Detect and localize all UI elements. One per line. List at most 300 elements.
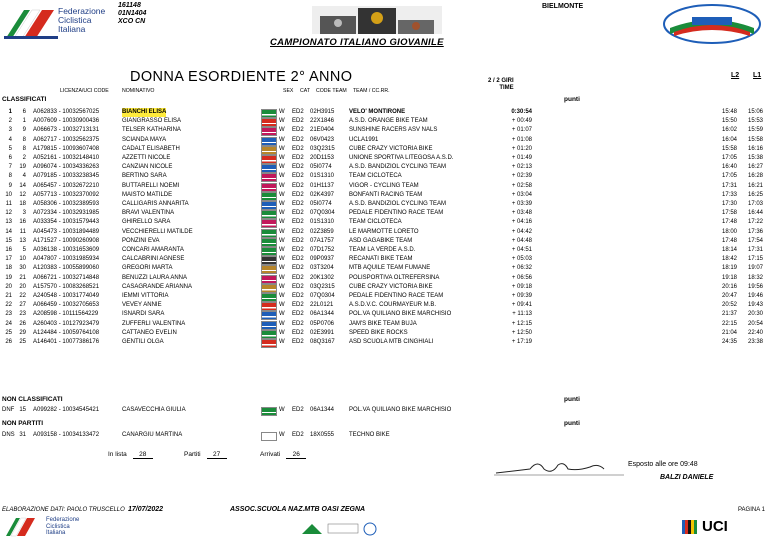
bib-number: 26 — [19, 320, 26, 327]
license-code: A007609 - 10030900436 — [33, 118, 100, 125]
footer-processing: ELABORAZIONE DATI: PAOLO TRUSCELLO — [2, 507, 125, 513]
license-code: A093158 - 10034133472 — [33, 432, 100, 438]
rider-name: CANZIAN NICOLE — [122, 164, 173, 171]
team-code: 01S1310 — [310, 219, 335, 226]
license-code: A179815 - 10093607408 — [33, 145, 100, 152]
section-not-classified: NON CLASSIFICATI — [2, 396, 63, 403]
sex: W — [279, 320, 285, 327]
team-code: 02K4397 — [310, 191, 335, 198]
lap-l1-time: 16:21 — [748, 182, 764, 189]
footer-fci-logo — [4, 516, 44, 543]
punti-label-classified: punti — [564, 96, 580, 103]
race-title: DONNA ESORDIENTE 2° ANNO — [130, 69, 353, 85]
rider-name: CALLIGARIS ANNARITA — [122, 201, 189, 207]
fci-name-line3: Italiana — [58, 24, 86, 34]
rank: 9 — [8, 182, 12, 189]
rider-name: CANARGIU MARTINA — [122, 432, 183, 438]
license-code: A120383 - 10055899060 — [33, 265, 100, 272]
result-row — [0, 154, 768, 163]
team-name: UNIONE SPORTIVA LITEGOSA A.S.D. — [349, 155, 454, 161]
rank: DNF — [2, 407, 15, 413]
footer-organizer: ASSOC.SCUOLA NAZ.MTB OASI ZEGNA — [230, 506, 366, 513]
lap-l1-time: 15:59 — [748, 127, 764, 134]
time-header: TIME — [499, 85, 514, 91]
result-row — [0, 431, 768, 440]
region-flag-icon — [261, 432, 277, 441]
lap-l2-time: 15:48 — [722, 109, 738, 115]
rank: 23 — [5, 311, 12, 318]
lap-l2-time: 21:04 — [722, 329, 738, 336]
team-name: TEAM CICLOTECA — [349, 173, 402, 180]
result-row — [0, 264, 768, 273]
category: ED2 — [292, 136, 304, 143]
count-arrived-value: 26 — [286, 451, 306, 459]
bib-number: 6 — [22, 109, 26, 115]
rank: 14 — [5, 228, 12, 235]
bib-number: 2 — [22, 155, 26, 161]
time: 0:30:54 — [511, 109, 532, 115]
license-code: A072334 - 10032931985 — [33, 210, 100, 217]
bib-number: 9 — [22, 127, 26, 134]
rank: 13 — [5, 219, 12, 226]
punti-label-dns: punti — [564, 420, 580, 427]
time: + 04:48 — [511, 237, 532, 244]
team-code: 07D1752 — [310, 247, 335, 253]
team-code: 02H3915 — [310, 109, 335, 115]
fci-name-line1: Federazione — [58, 6, 106, 16]
team-code: 03T3204 — [310, 265, 334, 272]
result-row — [0, 338, 768, 347]
bib-number: 4 — [22, 173, 26, 180]
bib-number: 25 — [19, 339, 26, 345]
team-code: 06A1344 — [310, 407, 335, 413]
rider-name: BENUZZI LAURA ANNA — [122, 274, 188, 281]
rank: 3 — [8, 127, 12, 134]
team-name: POL.VA QUILIANO BIKE MARCHISIO — [349, 311, 452, 318]
bib-number: 30 — [19, 265, 26, 272]
lap-l1-time: 17:36 — [748, 228, 764, 235]
rank: 18 — [5, 265, 12, 272]
team-name: VIGOR - CYCLING TEAM — [349, 182, 419, 189]
race-code: 01N1404 — [118, 10, 147, 17]
time: + 09:39 — [511, 293, 532, 299]
result-row — [0, 136, 768, 145]
rider-name: GHIRELLO SARA — [122, 219, 171, 226]
lap-l1-time: 15:58 — [748, 136, 764, 143]
license-code: A047807 - 10031985934 — [33, 256, 100, 263]
category: ED2 — [292, 210, 304, 217]
bib-number: 16 — [19, 219, 26, 226]
posted-label: Esposto alle ore — [628, 461, 679, 468]
team-name: UCLA1991 — [349, 136, 379, 143]
oasi-zegna-logo — [300, 520, 380, 541]
team-name: CUBE CRAZY VICTORIA BIKE — [349, 283, 433, 290]
category: ED2 — [292, 339, 304, 345]
team-name: PEDALE FIDENTINO RACE TEAM — [349, 210, 444, 217]
sex: W — [279, 219, 285, 226]
team-name: SPEED BIKE ROCKS — [349, 329, 408, 336]
race-id: 161148 — [118, 2, 141, 9]
lap-l2-time: 17:48 — [722, 219, 738, 226]
team-code: 07A1757 — [310, 237, 335, 244]
lap-l2-time: 17:58 — [722, 210, 738, 217]
license-code: A208598 - 10111564229 — [33, 311, 99, 318]
team-name: SUNSHINE RACERS ASV NALS — [349, 127, 438, 134]
posted-time — [628, 461, 698, 468]
lap-l2-time: 20:47 — [722, 293, 738, 299]
category: ED2 — [292, 320, 304, 327]
count-in-list-value: 28 — [133, 451, 153, 459]
category: ED2 — [292, 283, 304, 290]
team-code: 07Q0304 — [310, 293, 335, 299]
rank: 12 — [5, 210, 12, 217]
section-not-started: NON PARTITI — [2, 420, 44, 427]
time: + 06:56 — [511, 274, 532, 281]
rider-name: VEVEY ANNIE — [122, 302, 162, 309]
time: + 03:04 — [511, 191, 532, 198]
team-name: VELO' MONTIRONE — [349, 109, 406, 115]
time: + 01:49 — [511, 155, 532, 161]
license-code: A066459 - 10032705653 — [33, 302, 100, 309]
sex: W — [279, 339, 285, 345]
result-row — [0, 218, 768, 227]
lap-l2-time: 18:14 — [722, 247, 738, 253]
category: ED2 — [292, 118, 304, 125]
col-cat: CAT — [300, 88, 310, 94]
sex: W — [279, 237, 285, 244]
rank: 5 — [8, 145, 12, 152]
result-row — [0, 310, 768, 319]
time: + 01:20 — [511, 145, 532, 152]
col-sex: SEX — [283, 88, 294, 94]
sex: W — [279, 173, 285, 180]
venue-name: BIELMONTE — [542, 3, 584, 10]
team-code: 08Q3167 — [310, 339, 335, 345]
rank: 2 — [8, 118, 12, 125]
category: ED2 — [292, 407, 304, 413]
rank: 15 — [5, 237, 12, 244]
lap-l1-time: 17:15 — [748, 256, 764, 263]
category: ED2 — [292, 228, 304, 235]
sex: W — [279, 256, 285, 263]
lap-l1-time: 19:46 — [748, 293, 764, 299]
sex: W — [279, 228, 285, 235]
result-row — [0, 200, 768, 209]
lap-l2-time: 20:52 — [722, 302, 738, 309]
license-code: A146401 - 10077386176 — [33, 339, 100, 345]
time: + 02:39 — [511, 173, 532, 180]
section-classified: CLASSIFICATI — [2, 96, 47, 103]
sex: W — [279, 127, 285, 134]
footer-date: 17/07/2022 — [128, 506, 164, 513]
team-code: 01H1137 — [310, 182, 334, 189]
rank: 26 — [5, 339, 12, 345]
rank: 4 — [8, 136, 12, 143]
punti-label-dnf: punti — [564, 396, 580, 403]
sex: W — [279, 274, 285, 281]
team-code: 05I0774 — [310, 164, 332, 171]
rank: 10 — [5, 191, 12, 198]
rider-name: TELSER KATHARINA — [122, 127, 181, 134]
license-code: A260403 - 10127923479 — [33, 320, 100, 327]
category: ED2 — [292, 293, 304, 299]
team-name: CUBE CRAZY VICTORIA BIKE — [349, 145, 433, 152]
bib-number: 10 — [19, 256, 26, 263]
time: + 00:49 — [511, 118, 532, 125]
rider-name: ISNARDI SARA — [122, 311, 165, 318]
lap-l1-time: 18:32 — [748, 274, 764, 281]
category: ED2 — [292, 311, 304, 318]
team-code: 06A1344 — [310, 311, 335, 318]
result-row — [0, 172, 768, 181]
rider-name: GREGORI MARTA — [122, 265, 173, 272]
rider-name: CONCARI AMARANTA — [122, 247, 184, 253]
lap-l2-time: 15:58 — [722, 145, 738, 152]
rider-name: ZUFFERLI VALENTINA — [122, 320, 186, 327]
license-code: A052161 - 10032148410 — [33, 155, 100, 161]
col-code-team: CODE TEAM — [316, 88, 347, 94]
uci-logo — [682, 518, 744, 536]
license-code: A036138 - 10031653609 — [33, 247, 100, 253]
col-license: LICENZA/UCI CODE — [60, 88, 109, 94]
sex: W — [279, 283, 285, 290]
rank: 20 — [5, 283, 12, 290]
license-code: A062833 - 10032567025 — [33, 109, 100, 115]
license-code: A240548 - 10031774049 — [33, 293, 100, 299]
lap-l2-time: 17:48 — [722, 237, 738, 244]
lap-l2-time: 15:50 — [722, 118, 738, 125]
lap-l2-time: 18:19 — [722, 265, 738, 272]
rank: 8 — [8, 173, 12, 180]
category: ED2 — [292, 432, 304, 438]
bib-number: 5 — [22, 247, 26, 253]
race-discipline: XCO CN — [118, 18, 146, 25]
category: ED2 — [292, 109, 304, 115]
bib-number: 19 — [19, 164, 26, 171]
sex: W — [279, 145, 285, 152]
category: ED2 — [292, 145, 304, 152]
rank: 11 — [5, 201, 12, 207]
team-code: 20K1302 — [310, 274, 335, 281]
lap-l1-time: 19:56 — [748, 283, 764, 290]
time: + 04:16 — [511, 219, 532, 226]
rider-name: CADALT ELISABETH — [122, 145, 180, 152]
rider-name: PONZINI EVA — [122, 237, 160, 244]
time: + 03:39 — [511, 201, 532, 207]
rider-name: BERTINO SARA — [122, 173, 167, 180]
podium-image — [312, 6, 442, 34]
license-code: A065457 - 10032672210 — [33, 182, 100, 189]
category: ED2 — [292, 127, 304, 134]
rider-name: GIANGRASSO ELISA — [122, 118, 182, 125]
team-name: A.S.D. BANDIZIOL CYCLING TEAM — [349, 164, 447, 171]
rider-name: BIANCHI ELISA — [122, 109, 167, 115]
lap-l2-time: 21:37 — [722, 311, 738, 318]
footer-fci-line3: Italiana — [46, 530, 66, 536]
lap-l2-time: 16:40 — [722, 164, 738, 171]
laps-count: 2 / 2 GIRI — [488, 78, 514, 84]
bib-number: 8 — [22, 136, 26, 143]
category: ED2 — [292, 256, 304, 263]
bib-number: 12 — [19, 191, 26, 198]
sex: W — [279, 164, 285, 171]
result-row — [0, 255, 768, 264]
bib-number: 22 — [19, 293, 26, 299]
bib-number: 15 — [19, 407, 26, 413]
sex: W — [279, 329, 285, 336]
sex: W — [279, 311, 285, 318]
category: ED2 — [292, 182, 304, 189]
category: ED2 — [292, 302, 304, 309]
judge-name: BALZI DANIELE — [660, 474, 714, 481]
team-code: 02Z3859 — [310, 228, 334, 235]
team-name: A.S.D.V.C. COURMAYEUR M.B. — [349, 302, 437, 309]
rider-name: BRAVI VALENTINA — [122, 210, 175, 217]
team-name: POL.VA QUILIANO BIKE MARCHISIO — [349, 407, 452, 413]
sex: W — [279, 293, 285, 299]
rank: 1 — [8, 109, 12, 115]
footer-fci-line1: Federazione — [46, 517, 80, 523]
license-code: A066721 - 10032714848 — [33, 274, 100, 281]
team-name: A.S.D. ORANGE BIKE TEAM — [349, 118, 428, 125]
lap-l1-time: 16:27 — [748, 164, 764, 171]
license-code: A033354 - 10031579443 — [33, 219, 100, 226]
sex: W — [279, 191, 285, 198]
uci-text: UCI — [702, 518, 728, 535]
time: + 01:08 — [511, 136, 532, 143]
result-row — [0, 246, 768, 255]
license-code: A058306 - 10032389593 — [33, 201, 100, 207]
region-flag-icon — [261, 339, 277, 348]
bib-number: 29 — [19, 329, 26, 336]
result-row — [0, 292, 768, 301]
result-row — [0, 182, 768, 191]
bib-number: 20 — [19, 283, 26, 290]
license-code: A157570 - 10083268521 — [33, 283, 100, 290]
result-row — [0, 145, 768, 154]
sex: W — [279, 210, 285, 217]
team-name: POLISPORTIVA OLTREFERSINA — [349, 274, 440, 281]
time: + 03:48 — [511, 210, 532, 217]
lap-l1-time: 16:28 — [748, 173, 764, 180]
count-arrived — [260, 451, 312, 459]
lap-l2-time: 17:33 — [722, 191, 738, 198]
rider-name: SCIANDA MAYA — [122, 136, 167, 143]
team-name: PEDALE FIDENTINO RACE TEAM — [349, 293, 444, 299]
lap-l2-time: 17:31 — [722, 182, 738, 189]
lap-l2-time: 20:16 — [722, 283, 738, 290]
sex: W — [279, 182, 285, 189]
school-badge-logo — [662, 4, 762, 44]
lap-l2-time: 22:15 — [722, 320, 738, 327]
fci-flag-icon — [4, 6, 58, 40]
license-code: A079185 - 10033238345 — [33, 173, 100, 180]
team-name: TEAM LA VERDE A.S.D. — [349, 247, 416, 253]
fci-name-line2: Ciclistica — [58, 15, 92, 25]
team-code: 22X1846 — [310, 118, 335, 125]
category: ED2 — [292, 237, 304, 244]
time: + 17:19 — [511, 339, 532, 345]
team-name: RECANATI BIKE TEAM — [349, 256, 413, 263]
team-name: MTB AQUILE TEAM FUMANE — [349, 265, 431, 272]
lap-l2-time: 24:35 — [722, 339, 738, 345]
count-arrived-label: Arrivati — [260, 451, 281, 458]
footer-fci-flag-icon — [4, 516, 44, 538]
bib-number: 31 — [19, 432, 26, 438]
bib-number: 23 — [19, 311, 26, 318]
license-code: A062717 - 10032562375 — [33, 136, 100, 143]
bib-number: 1 — [22, 118, 26, 125]
team-name: TECHNO BIKE — [349, 432, 390, 438]
time: + 11:13 — [512, 311, 532, 318]
bib-number: 8 — [22, 145, 26, 152]
result-row — [0, 209, 768, 218]
team-name: ASD GAGABIKE TEAM — [349, 237, 413, 244]
col-team: TEAM / CC.RR. — [353, 88, 390, 94]
team-code: 20D1153 — [310, 155, 334, 161]
time: + 09:18 — [511, 283, 532, 290]
result-row — [0, 163, 768, 172]
category: ED2 — [292, 274, 304, 281]
result-row — [0, 406, 768, 415]
lap-l2-time: 16:02 — [722, 127, 738, 134]
lap-l1-time: 19:07 — [748, 265, 764, 272]
rider-name: GENTILI OLGA — [122, 339, 164, 345]
footer-fci-line2: Ciclistica — [46, 523, 70, 530]
license-code: A171527 - 10090260908 — [33, 237, 100, 244]
lap-l1-time: 17:22 — [748, 219, 764, 226]
time: + 04:42 — [511, 228, 532, 235]
rider-name: CASAVECCHIA GIULIA — [122, 407, 186, 413]
rank: 24 — [5, 320, 12, 327]
rank: 21 — [5, 293, 12, 299]
rank: 6 — [8, 155, 12, 161]
lap-l1-time: 15:38 — [748, 155, 764, 161]
result-row — [0, 320, 768, 329]
championship-title: CAMPIONATO ITALIANO GIOVANILE — [270, 37, 444, 48]
category: ED2 — [292, 265, 304, 272]
result-row — [0, 117, 768, 126]
category: ED2 — [292, 173, 304, 180]
time: + 06:32 — [511, 265, 532, 272]
result-row — [0, 274, 768, 283]
team-code: 03Q2315 — [310, 283, 335, 290]
lap-l2-time: 17:30 — [722, 201, 738, 207]
posted-value: 09:48 — [680, 461, 698, 468]
team-code: 06V0423 — [310, 136, 335, 143]
lap-l2-header: L2 — [731, 72, 740, 79]
lap-l2-time: 16:04 — [722, 136, 738, 143]
sex: W — [279, 201, 285, 207]
footer-fci-name — [46, 517, 79, 537]
result-row — [0, 283, 768, 292]
lap-l2-time: 18:42 — [722, 256, 738, 263]
bib-number: 3 — [22, 210, 26, 217]
rider-name: MAISTO MATILDE — [122, 191, 173, 198]
license-code: A066673 - 10032713131 — [33, 127, 100, 134]
result-row — [0, 301, 768, 310]
lap-l1-time: 17:31 — [748, 247, 764, 253]
team-code: 02E3991 — [310, 329, 335, 336]
team-name: LE MARMOTTE LORETO — [349, 228, 419, 235]
lap-l1-time: 23:38 — [748, 339, 764, 345]
category: ED2 — [292, 191, 304, 198]
rider-name: IEMMI VITTORIA — [122, 293, 169, 299]
team-code: 22L0121 — [310, 302, 334, 309]
team-name: TEAM CICLOTECA — [349, 219, 402, 226]
license-code: A045473 - 10031894489 — [33, 228, 100, 235]
team-name: ASD SCUOLA MTB CINGHIALI — [349, 339, 434, 345]
